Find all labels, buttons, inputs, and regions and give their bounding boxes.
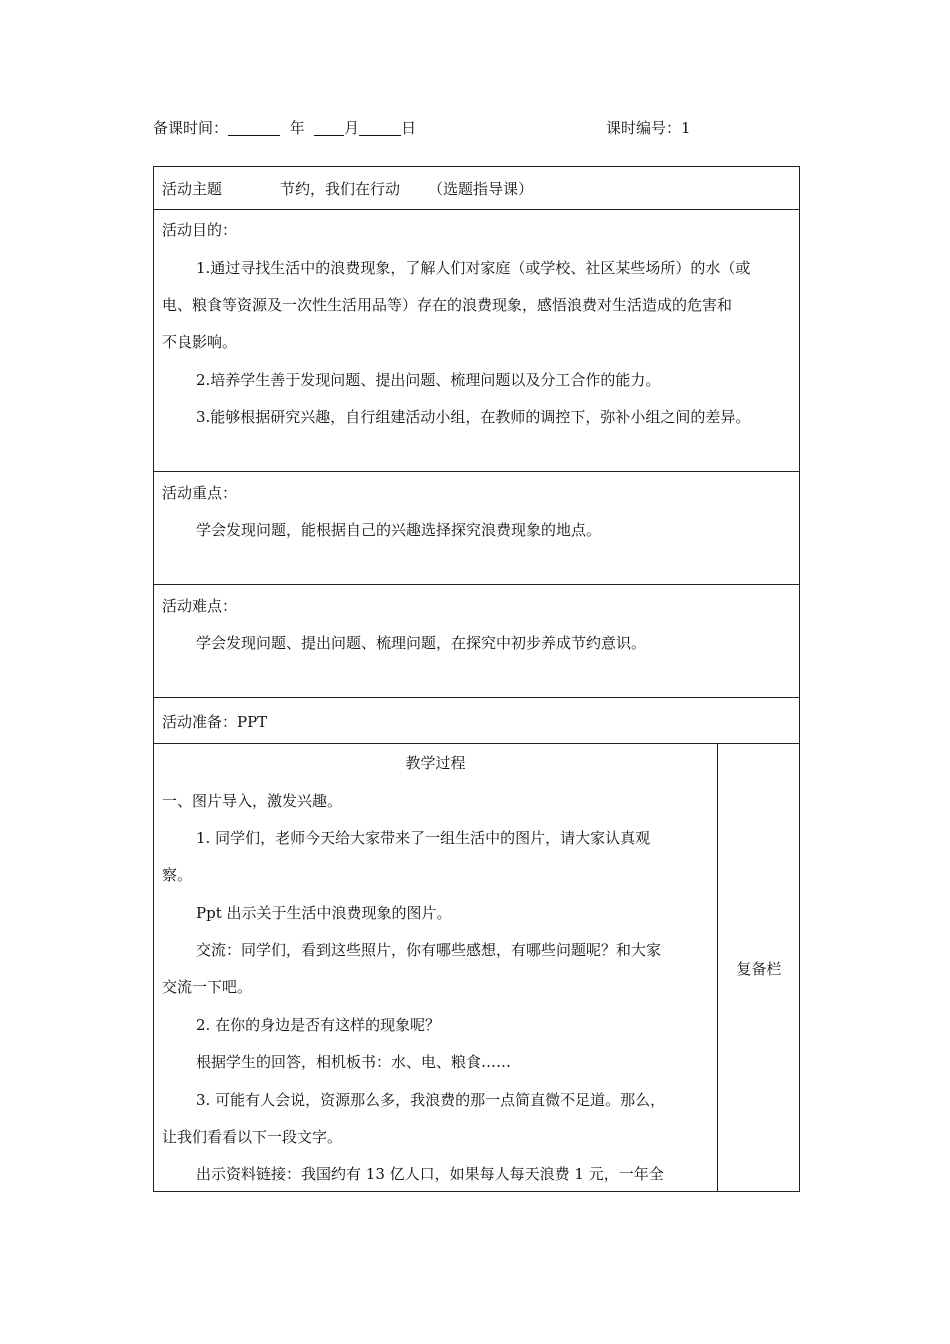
goal-line: 不良影响。 xyxy=(162,333,238,351)
lesson-header xyxy=(153,117,803,141)
lesson-plan-table xyxy=(153,166,800,1192)
process-line: 出示资料链接：我国约有 13 亿人口，如果每人每天浪费 1 元，一年全 xyxy=(196,1165,664,1183)
prep-time-label: 备课时间： xyxy=(153,119,229,137)
process-line: 察。 xyxy=(162,866,193,884)
process-line: 交流：同学们，看到这些照片，你有哪些感想，有哪些问题呢？和大家 xyxy=(196,941,662,959)
difficulty-row xyxy=(154,585,799,698)
revision-column-label: 复备栏 xyxy=(736,960,782,978)
process-title: 教学过程 xyxy=(405,754,466,772)
theme-row xyxy=(154,167,799,210)
year-blank[interactable] xyxy=(228,119,280,136)
goal-line: 电、粮食等资源及一次性生活用品等）存在的浪费现象，感悟浪费对生活造成的危害和 xyxy=(162,296,733,314)
theme-label: 活动主题 xyxy=(162,180,223,198)
lesson-no-label: 课时编号： xyxy=(606,119,682,137)
process-line: 2. 在你的身边是否有这样的现象呢？ xyxy=(196,1016,441,1034)
focus-label: 活动重点： xyxy=(162,484,238,502)
focus-text: 学会发现问题，能根据自己的兴趣选择探究浪费现象的地点。 xyxy=(196,521,602,539)
theme-note: （选题指导课） xyxy=(428,180,534,198)
month-blank[interactable] xyxy=(314,119,344,136)
process-line: 交流一下吧。 xyxy=(162,978,253,996)
difficulty-label: 活动难点： xyxy=(162,597,238,615)
day-label: 日 xyxy=(401,119,417,137)
goal-line: 1.通过寻找生活中的浪费现象，了解人们对家庭（或学校、社区某些场所）的水（或 xyxy=(196,259,751,277)
theme-value: 节约，我们在行动 xyxy=(280,180,401,198)
year-label: 年 xyxy=(289,119,305,137)
process-line: 1. 同学们，老师今天给大家带来了一组生活中的图片，请大家认真观 xyxy=(196,829,651,847)
preparation-label: 活动准备：PPT xyxy=(162,713,268,731)
lesson-no-value: 1 xyxy=(681,119,691,137)
preparation-row xyxy=(154,698,799,744)
prep-time xyxy=(153,117,416,138)
focus-row xyxy=(154,472,799,585)
process-line: 让我们看看以下一段文字。 xyxy=(162,1128,343,1146)
process-line: Ppt 出示关于生活中浪费现象的图片。 xyxy=(196,904,452,922)
day-blank[interactable] xyxy=(359,119,401,136)
goals-label: 活动目的： xyxy=(162,221,238,239)
process-line: 3. 可能有人会说，资源那么多，我浪费的那一点简直微不足道。那么， xyxy=(196,1091,666,1109)
difficulty-text: 学会发现问题、提出问题、梳理问题，在探究中初步养成节约意识。 xyxy=(196,634,647,652)
goal-line: 2.培养学生善于发现问题、提出问题、梳理问题以及分工合作的能力。 xyxy=(196,371,661,389)
goals-row xyxy=(154,210,799,472)
process-line: 根据学生的回答，相机板书：水、电、粮食…… xyxy=(196,1053,512,1071)
lesson-number xyxy=(606,117,691,138)
process-line: 一、图片导入，激发兴趣。 xyxy=(162,792,343,810)
goal-line: 3.能够根据研究兴趣，自行组建活动小组，在教师的调控下，弥补小组之间的差异。 xyxy=(196,408,751,426)
month-label: 月 xyxy=(344,119,360,137)
